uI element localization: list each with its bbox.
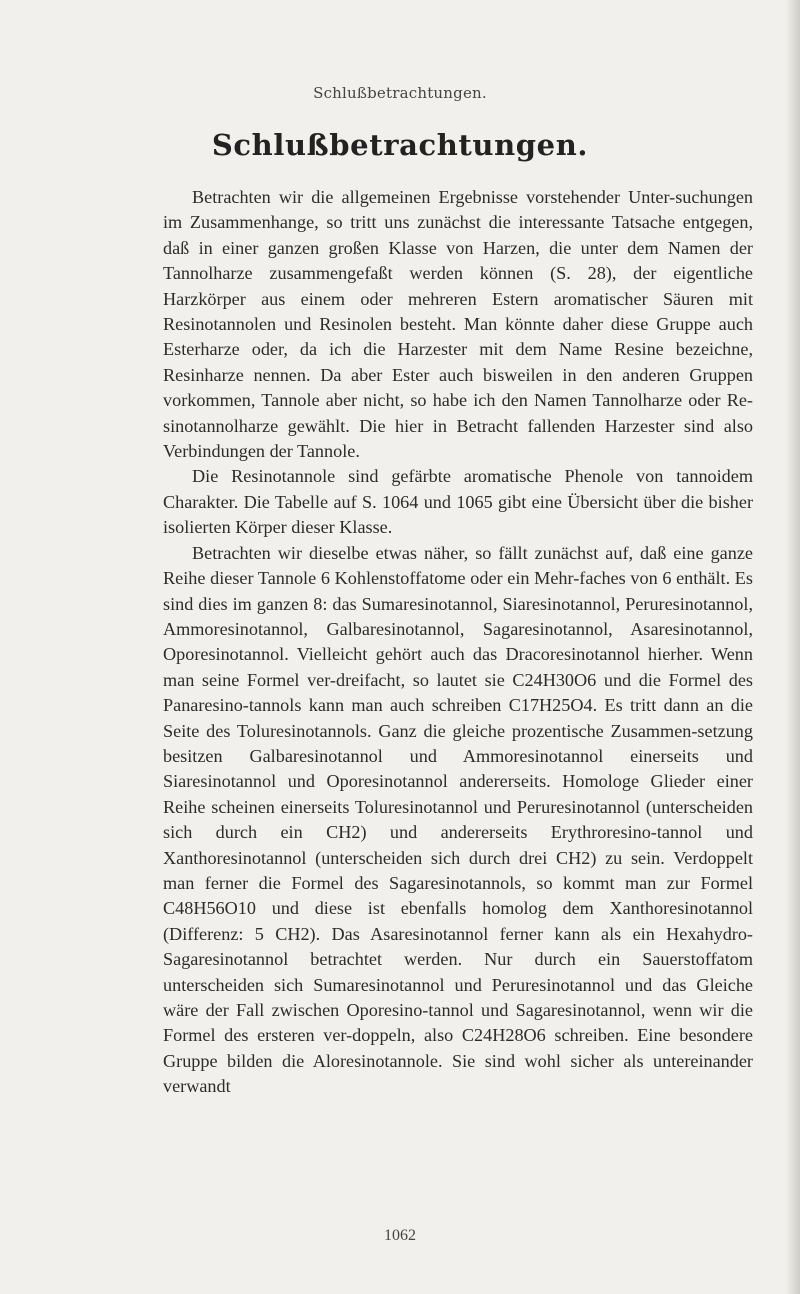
running-head: Schlußbetrachtungen. — [313, 84, 487, 102]
paragraph: Die Resinotannole sind gefärbte aromatische Phenole von tannoidem Charakter. Die Tabelle auf S. 1064 und 1065 gibt eine Übersicht über die bisher isolierten Körper dieser Klasse. — [163, 466, 753, 538]
page-edge-shadow — [786, 0, 800, 1294]
paragraph: Betrachten wir dieselbe etwas näher, so fällt zunächst auf, daß eine ganze Reihe dieser Tannole 6 Kohlenstoffatome oder ein Mehr-faches von 6 enthält. Es sind dies im ganzen 8: das Sumaresinotannol, Siaresinotannol, Peruresinotannol, Ammoresinotannol, Galbaresinotannol, Sagaresinotannol, Asaresinotannol, Oporesinotannol. Vielleicht gehört auch das Dracoresinotannol hierher. Wenn man seine Formel ver-dreifacht, so lautet sie C24H30O6 und die Formel des Panaresino-tannols kann man auch schreiben C17H25O4. Es tritt dann an die Seite des Toluresinotannols. Ganz die gleiche prozentische Zusammen-setzung besitzen Galbaresinotannol und Ammoresinotannol einerseits und Siaresinotannol und Oporesinotannol andererseits. Homologe Glieder einer Reihe scheinen einerseits Toluresinotannol und Peruresinotannol (unterscheiden sich durch ein CH2) und andererseits Erythroresino-tannol und Xanthoresinotannol (unterscheiden sich durch drei CH2) zu sein. Verdoppelt man ferner die Formel des Sagaresinotannols, so kommt man zur Formel C48H56O10 und diese ist ebenfalls homolog dem Xanthoresinotannol (Differenz: 5 CH2). Das Asaresinotannol ferner kann als ein Hexahydro-Sagaresinotannol betrachtet werden. Nur durch ein Sauerstoffatom unterscheiden sich Sumaresinotannol und Peruresinotannol und das Gleiche wäre der Fall zwischen Oporesino-tannol und Sagaresinotannol, wenn wir die Formel des ersteren ver-doppeln, also C24H28O6 schreiben. Eine besondere Gruppe bilden die Aloresinotannole. Sie sind wohl sicher als untereinander verwandt — [163, 542, 753, 1097]
paragraph: Betrachten wir die allgemeinen Ergebnisse vorstehender Unter-suchungen im Zusammenhange, so tritt uns zunächst die interessante Tatsache entgegen, daß in einer ganzen großen Klasse von Harzen, die unter dem Namen der Tannolharze zusammengefaßt werden können (S. 28), der eigentliche Harzkörper aus einem oder mehreren Estern aromatischer Säuren mit Resinotannolen und Resinolen besteht. Man könnte daher diese Gruppe auch Esterharze oder, da ich die Harzester mit dem Name Resine bezeichne, Resinharze nennen. Da aber Ester auch bisweilen in den anderen Gruppen vorkommen, Tannole aber nicht, so habe ich den Namen Tannolharze oder Re-sinotannolharze gewählt. Die hier in Betracht fallenden Harzester sind also Verbindungen der Tannole. — [163, 187, 753, 462]
chapter-title: Schlußbetrachtungen. — [211, 128, 589, 162]
page-number: 1062 — [384, 1227, 416, 1244]
body-text — [163, 185, 753, 1100]
